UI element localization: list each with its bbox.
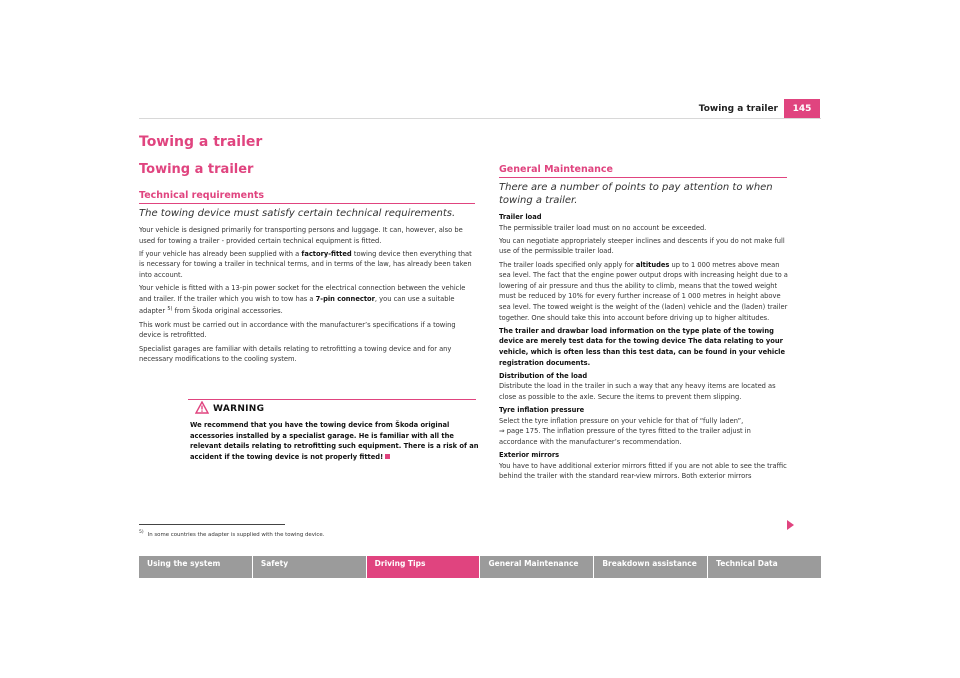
footnote-marker: 5) — [139, 530, 144, 535]
footnote-rule — [139, 524, 285, 525]
tab-safety[interactable]: Safety — [253, 556, 366, 578]
paragraph-bold — [499, 326, 791, 368]
text: towing device then everything that is necessary for towing a trailer in technical terms, and in terms of the law, has already been taken into account. — [139, 249, 472, 279]
warning-icon — [195, 401, 209, 414]
paragraph: Specialist garages are familiar with details relating to retrofitting a towing device and for any necessary modifications to the cooling system. — [139, 344, 452, 364]
subsection-lead: There are a number of points to pay attention to when towing a trailer. — [499, 182, 773, 206]
paragraph — [139, 249, 479, 281]
end-of-section-marker — [385, 454, 390, 459]
running-header-title: Towing a trailer — [698, 104, 778, 114]
paragraph: This work must be carried out in accordance with the manufacturer’s specifications if a towing device is retrofitted. — [139, 320, 456, 340]
paragraph: You can negotiate appropriately steeper inclines and descents if you do not make full use of the permissible trailer load. — [499, 236, 785, 256]
left-body-text — [139, 225, 479, 367]
paragraph — [499, 260, 791, 324]
paragraph: You have to have additional exterior mirrors fitted if you are not able to see the traffic behind the trailer with the standard rear-view mirrors. Both exterior mirrors — [499, 461, 787, 481]
chapter-title: Towing a trailer — [139, 134, 263, 150]
right-body-text — [499, 212, 791, 484]
bold-text: Distribution of the load — [499, 371, 588, 380]
bold-text: factory-fitted — [301, 249, 352, 258]
paragraph: Select the tyre inflation pressure on your vehicle for that of “fully laden”, — [499, 416, 744, 425]
bold-text: Trailer load — [499, 213, 542, 221]
warning-rule — [188, 399, 476, 400]
text: We recommend that you have the towing device from Škoda original accessories installed by a specialist garage. He is familiar with all the relevant details relating to retrofitting such equipment. There is a risk of an accident if the towing device is not properly fitted! — [190, 421, 479, 461]
paragraph-page-ref[interactable]: ⇒ page 175. The inflation pressure of the tyres fitted to the trailer adjust in accordance with the manufacturer’s recommendation. — [499, 427, 751, 446]
heading-exterior-mirrors — [499, 450, 791, 461]
header-divider — [139, 118, 821, 119]
subsection-title-general-maintenance: General Maintenance — [499, 164, 613, 175]
chapter-nav — [139, 556, 821, 578]
tab-breakdown-assistance[interactable]: Breakdown assistance — [594, 556, 707, 578]
tab-technical-data[interactable]: Technical Data — [708, 556, 821, 578]
paragraph: Your vehicle is designed primarily for transporting persons and luggage. It can, however, also be used for towing a trailer - provided certain technical equipment is fitted. — [139, 226, 463, 245]
tab-general-maintenance[interactable]: General Maintenance — [480, 556, 593, 578]
text: The trailer loads specified only apply for — [499, 260, 636, 269]
tab-using-the-system[interactable]: Using the system — [139, 556, 252, 578]
paragraph: Distribute the load in the trailer in such a way that any heavy items are located as close as possible to the axle. Secure the items to prevent them slipping. — [499, 382, 776, 401]
text: from Škoda original accessories. — [172, 307, 283, 316]
warning-title: WARNING — [213, 404, 265, 414]
footnote-ref[interactable]: 5) — [167, 306, 173, 313]
page-number: 145 — [784, 99, 820, 119]
bold-text: Tyre inflation pressure — [499, 406, 585, 415]
subsection-lead: The towing device must satisfy certain technical requirements. — [139, 208, 456, 219]
continue-arrow-icon[interactable] — [787, 520, 794, 530]
text: , you can use a suitable adapter — [139, 294, 455, 316]
warning-text — [190, 420, 480, 462]
paragraph — [139, 283, 479, 317]
text: up to 1 000 metres above mean sea level. The fact that the engine power output drops with increasing height due to a lowering of air pressure and thus the ability to climb, means that the towed weight must be reduced by 10% for every further increase of 1 000 metres in height above sea level. The towed weight is the weight of the (laden) vehicle and the (laden) trailer together. One should take this into account before driving up to higher altitudes. — [499, 260, 788, 322]
text: If your vehicle has already been supplied with a — [139, 249, 302, 258]
heading-distribution — [499, 371, 791, 382]
heading-trailer-load — [499, 212, 791, 223]
subsection-rule — [139, 203, 475, 204]
section-title: Towing a trailer — [139, 162, 254, 177]
bold-text: Exterior mirrors — [499, 451, 560, 460]
footnote — [139, 530, 324, 538]
tab-driving-tips[interactable]: Driving Tips — [367, 556, 480, 578]
bold-text: altitudes — [635, 260, 670, 269]
bold-text: The trailer and drawbar load information on the type plate of the towing device are merely test data for the towing device The data relating to your vehicle, which is often less than this test data, can be found in your vehicle registration documents. — [499, 326, 785, 367]
heading-tyre-pressure — [499, 405, 791, 416]
subsection-rule — [499, 177, 787, 178]
subsection-title-technical-requirements: Technical requirements — [139, 190, 265, 201]
footnote-text: In some countries the adapter is supplied with the towing device. — [147, 531, 325, 538]
paragraph: The permissible trailer load must on no account be exceeded. — [499, 223, 707, 232]
bold-text: 7-pin connector — [315, 294, 375, 303]
text: Your vehicle is fitted with a 13-pin power socket for the electrical connection between the vehicle and trailer. If the trailer which you wish to tow has a — [139, 284, 466, 303]
